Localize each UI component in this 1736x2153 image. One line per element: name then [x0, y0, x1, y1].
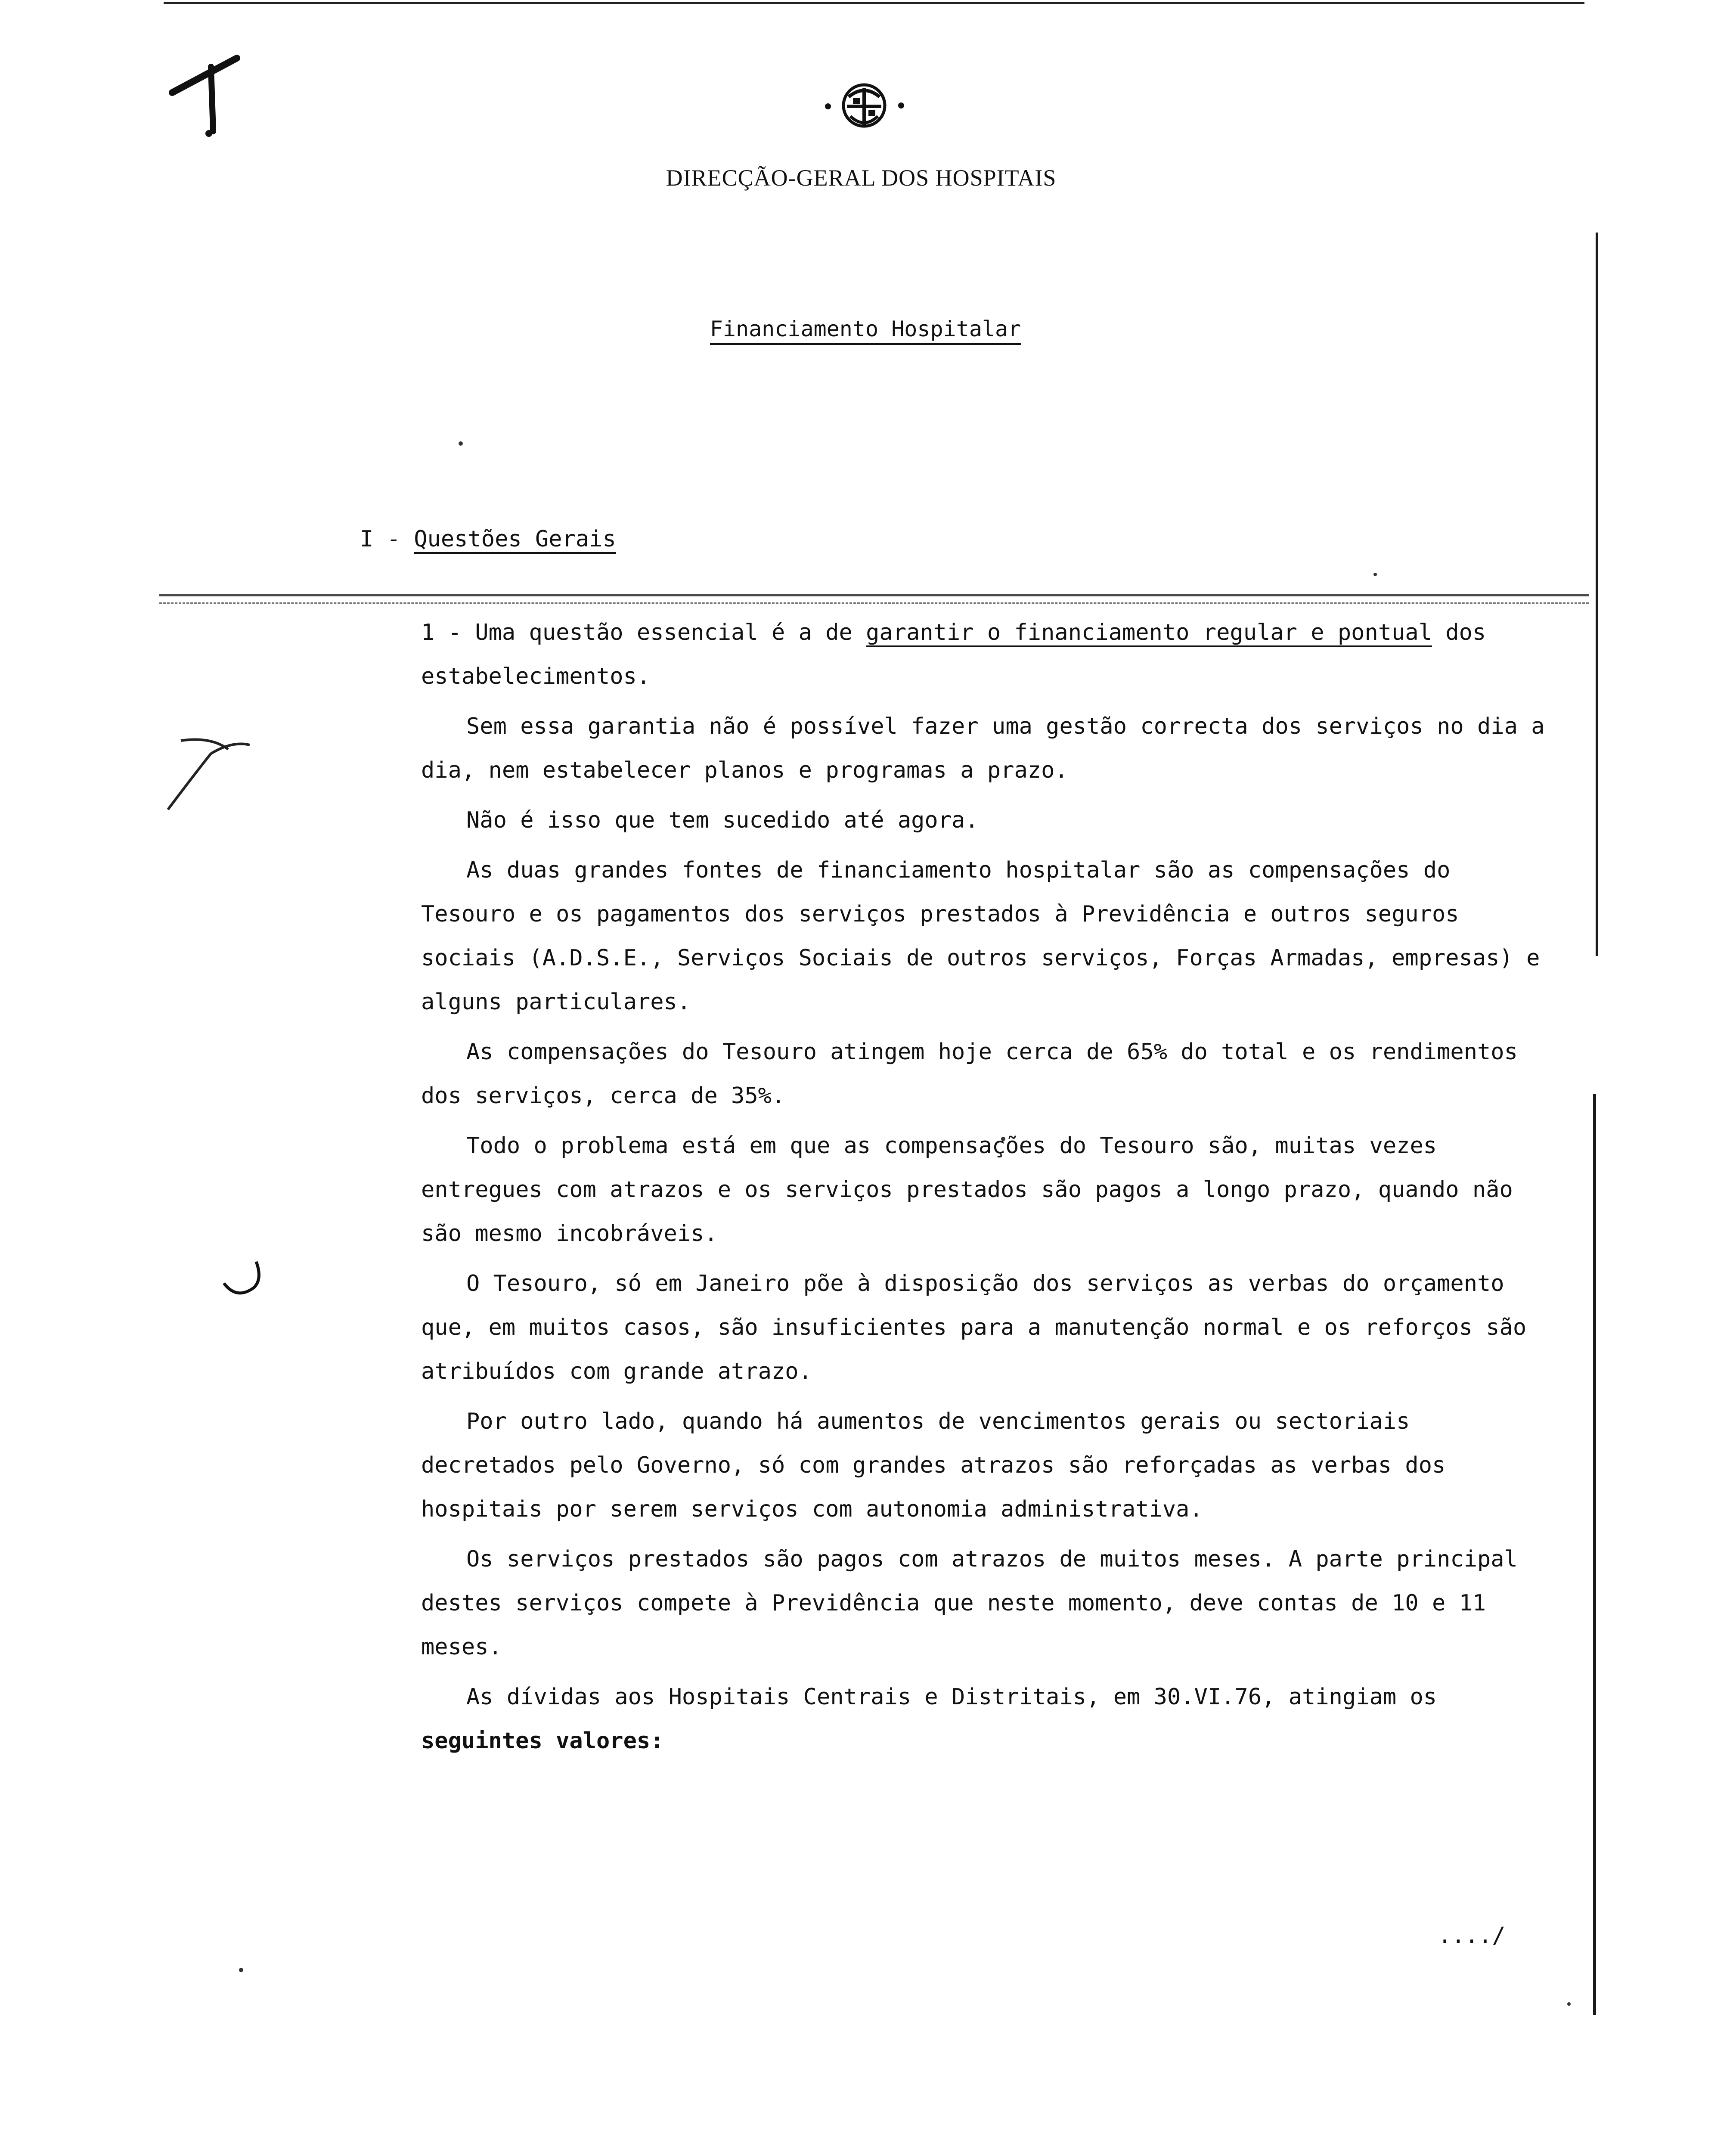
scan-speck — [239, 1968, 243, 1972]
paragraph-5: As compensações do Tesouro atingem hoje cerca de 65% do total e os rendimentos dos serviços, cerca de 35%. — [421, 1039, 1518, 1109]
paragraph-8: Por outro lado, quando há aumentos de vencimentos gerais ou sectoriais decretados pelo Governo, só com grandes atrazos são reforçadas as verbas dos hospitais por serem serviços com autonomia administrativa. — [421, 1408, 1446, 1522]
paragraph-1-underlined: garantir o financiamento regular e pontual — [866, 620, 1432, 647]
paragraph-1-lead: 1 - Uma questão essencial é a de — [421, 620, 866, 645]
paragraph-1 — [421, 611, 1549, 698]
section-heading-text: Questões Gerais — [414, 526, 616, 554]
scan-edge-top — [164, 2, 1584, 4]
paragraph-2: Sem essa garantia não é possível fazer uma gestão correcta dos serviços no dia a dia, nem estabelecer planos e programas a prazo. — [421, 714, 1545, 783]
scan-speck — [1567, 2002, 1571, 2006]
section-heading — [360, 526, 616, 552]
handwritten-mark — [159, 723, 258, 814]
document-body — [421, 611, 1549, 1769]
document-title — [517, 316, 1214, 341]
document-title-text: Financiamento Hospitalar — [710, 316, 1021, 345]
paragraph-9: Os serviços prestados são pagos com atrazos de muitos meses. A parte principal destes serviços compete à Previdência que neste momento, deve contas de 10 e 11 meses. — [421, 1546, 1518, 1660]
page-continuation-mark: ..../ — [1438, 1923, 1506, 1948]
paragraph-10-bold: seguintes valores: — [421, 1728, 664, 1754]
handwritten-mark — [220, 1257, 267, 1305]
paragraph-6: Todo o problema está em que as compensações do Tesouro são, muitas vezes entregues com atrazos e os serviços prestados são pagos a longo prazo, quando não são mesmo incobráveis. — [421, 1133, 1513, 1247]
emblem-icon — [820, 75, 908, 136]
paragraph-10 — [421, 1675, 1549, 1763]
scan-edge-right — [1596, 233, 1598, 956]
section-heading-prefix: I - — [360, 526, 414, 552]
paragraph-4: As duas grandes fontes de financiamento hospitalar são as compensações do Tesouro e os pagamentos dos serviços prestados à Previdência e outros seguros sociais (A.D.S.E., Serviços Sociais de outros serviços, Forças Armadas, empresas) e alguns particulares. — [421, 857, 1540, 1015]
paragraph-10-lead: As dívidas aos Hospitais Centrais e Distritais, em 30.VI.76, atingiam os — [466, 1684, 1437, 1710]
scan-speck — [459, 441, 463, 446]
scan-artifact-line — [159, 594, 1589, 604]
paragraph-7: O Tesouro, só em Janeiro põe à disposição dos serviços as verbas do orçamento que, em muitos casos, são insuficientes para a manutenção normal e os reforços são atribuídos com grande atrazo. — [421, 1271, 1527, 1384]
paragraph-3: Não é isso que tem sucedido até agora. — [466, 807, 979, 833]
paragraph-1-tail: dos estabelecimentos. — [421, 620, 1486, 689]
handwritten-mark — [164, 41, 250, 140]
organization-title: DIRECÇÃO-GERAL DOS HOSPITAIS — [666, 165, 1057, 191]
scan-edge-right-lower — [1593, 1094, 1596, 2015]
scan-speck — [1373, 573, 1377, 576]
